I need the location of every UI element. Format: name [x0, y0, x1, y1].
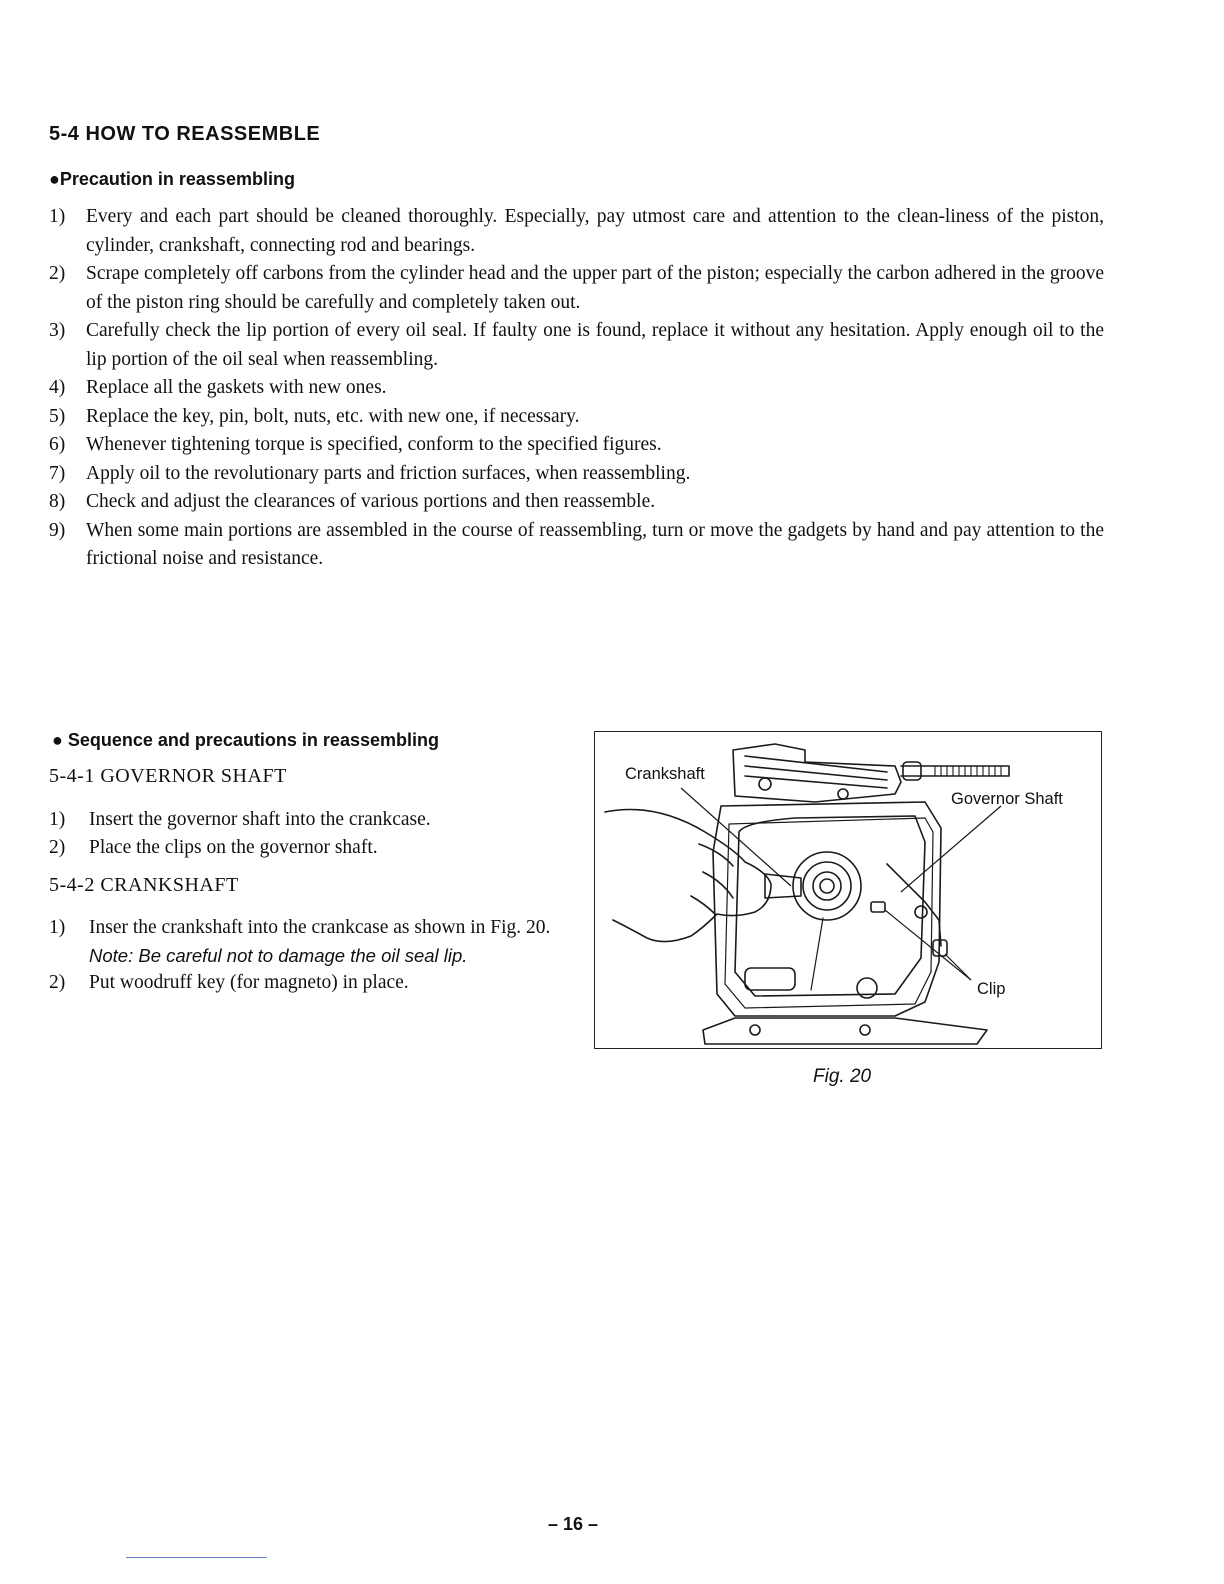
leader-crankshaft — [681, 788, 791, 886]
crankshaft-note: Note: Be careful not to damage the oil seal lip. — [89, 944, 468, 966]
operator-finger — [691, 896, 715, 914]
precaution-item-4 — [49, 374, 1104, 403]
internal-boss — [745, 968, 795, 990]
governor-step-2 — [49, 834, 569, 862]
sequence-heading: ● Sequence and precautions in reassembling — [52, 730, 439, 750]
item-text: Every and each part should be cleaned thoroughly. Especially, pay utmost care and attention to the clean-liness of the piston, cylinder, crankshaft, connecting rod and bearings. — [86, 206, 1104, 256]
figure-frame — [594, 731, 1102, 1049]
mounting-flange — [703, 1018, 987, 1044]
precaution-item-5 — [49, 403, 1104, 432]
step-text: Inser the crankshaft into the crankcase as shown in Fig. 20. — [89, 917, 551, 938]
clip-upper — [871, 902, 885, 912]
operator-hand — [605, 810, 771, 942]
precaution-item-2 — [49, 260, 1104, 317]
precaution-item-7 — [49, 460, 1104, 489]
gasket-outline — [725, 818, 933, 1008]
item-text: Scrape completely off carbons from the cylinder head and the upper part of the piston; especially the carbon adhered in the groove of the piston ring should be carefully and completely taken out. — [86, 263, 1104, 313]
precaution-item-3 — [49, 317, 1104, 374]
precaution-item-6 — [49, 431, 1104, 460]
item-number: 9) — [49, 519, 66, 541]
cylinder-bolt — [759, 778, 771, 790]
item-number: 2) — [49, 263, 66, 284]
precaution-item-8 — [49, 488, 1104, 517]
oil-seal-inner — [813, 872, 841, 900]
precaution-item-1 — [49, 203, 1104, 260]
cylinder-bolt — [838, 789, 848, 799]
item-number: 4) — [49, 377, 66, 398]
item-text: Check and adjust the clearances of various portions and then reassemble. — [86, 491, 656, 512]
crankshaft-step-2 — [49, 969, 569, 997]
governor-shaft-head — [903, 762, 921, 780]
governor-shaft-heading: 5-4-1 GOVERNOR SHAFT — [49, 765, 287, 787]
item-number: 3) — [49, 320, 66, 341]
precaution-list — [49, 203, 1104, 574]
label-crankshaft: Crankshaft — [625, 765, 705, 783]
item-text: Carefully check the lip portion of every oil seal. If faulty one is found, replace it without any hesitation. Apply enough oil to the lip portion of the oil seal when reassembling. — [86, 320, 1104, 370]
crankshaft-heading: 5-4-2 CRANKSHAFT — [49, 874, 239, 896]
flange-bolt-hole — [860, 1025, 870, 1035]
item-text: Apply oil to the revolutionary parts and friction surfaces, when reassembling. — [86, 462, 691, 484]
crankshaft-steps — [49, 914, 569, 997]
oil-seal-middle — [803, 862, 851, 910]
item-number: 6) — [49, 434, 66, 455]
step-number: 2) — [49, 972, 66, 993]
internal-rib — [811, 918, 823, 990]
item-number: 5) — [49, 405, 66, 427]
footer-rule — [126, 1557, 267, 1558]
page-number: – 16 – — [548, 1514, 599, 1534]
step-number: 2) — [49, 836, 66, 858]
governor-step-1 — [49, 806, 569, 834]
step-number: 1) — [49, 917, 66, 938]
governor-pivot — [915, 906, 927, 918]
item-text: Whenever tightening torque is specified, conform to the specified figures. — [86, 434, 662, 455]
item-number: 7) — [49, 462, 66, 484]
governor-steps — [49, 806, 569, 861]
governor-shaft-rod — [901, 766, 1009, 776]
leader-clip-lower — [945, 954, 971, 980]
item-text: When some main portions are assembled in the course of reassembling, turn or move the gadgets by hand and pay attention to the frictional noise and resistance. — [86, 519, 1104, 569]
crankshaft-end — [820, 879, 834, 893]
governor-shaft-threads — [935, 766, 1001, 776]
figure-caption: Fig. 20 — [813, 1066, 872, 1087]
item-text: Replace all the gaskets with new ones. — [86, 377, 387, 398]
item-number: 8) — [49, 491, 66, 512]
step-number: 1) — [49, 809, 66, 830]
step-text: Place the clips on the governor shaft. — [89, 836, 378, 858]
leader-clip-upper — [885, 910, 971, 980]
label-governor-shaft: Governor Shaft — [951, 790, 1063, 808]
item-number: 1) — [49, 206, 66, 227]
operator-finger — [703, 872, 733, 898]
precaution-item-9 — [49, 517, 1104, 574]
section-title: 5-4 HOW TO REASSEMBLE — [49, 123, 321, 145]
step-text: Put woodruff key (for magneto) in place. — [89, 972, 409, 993]
crankcase-body — [713, 802, 941, 1016]
step-text: Insert the governor shaft into the crankcase. — [89, 809, 431, 830]
item-text: Replace the key, pin, bolt, nuts, etc. with new one, if necessary. — [86, 405, 580, 427]
flange-bolt-hole — [750, 1025, 760, 1035]
crankshaft-step-1 — [49, 914, 569, 942]
precaution-heading: ●Precaution in reassembling — [49, 169, 295, 189]
label-clip: Clip — [977, 980, 1006, 998]
